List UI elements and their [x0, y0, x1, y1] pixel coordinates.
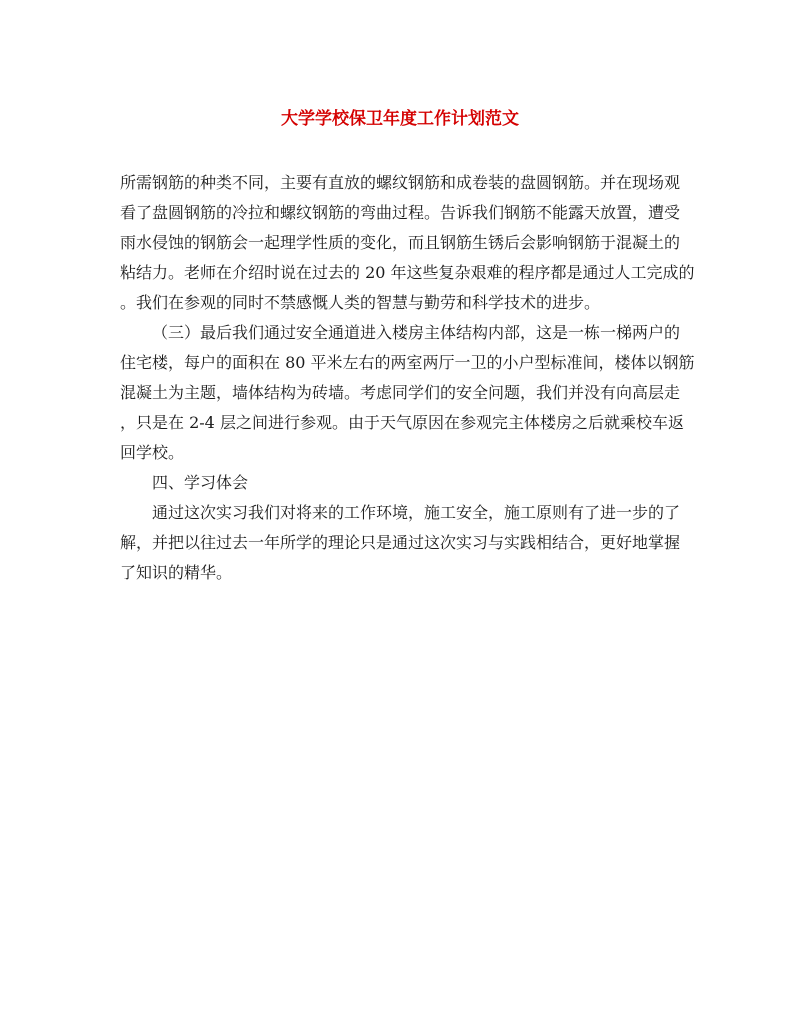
document-title: 大学学校保卫年度工作计划范文 — [281, 109, 519, 129]
body-line: 通过这次实习我们对将来的工作环境，施工安全，施工原则有了进一步的了 — [152, 503, 681, 522]
body-line: 所需钢筋的种类不同，主要有直放的螺纹钢筋和成卷装的盘圆钢筋。并在现场观 — [120, 173, 681, 192]
body-line: 。我们在参观的同时不禁感慨人类的智慧与勤劳和科学技术的进步。 — [120, 293, 601, 312]
document-body — [120, 168, 695, 588]
section-heading: 四、学习体会 — [152, 473, 249, 492]
body-line: ，只是在 2-4 层之间进行参观。由于天气原因在参观完主体楼房之后就乘校车返 — [120, 413, 684, 432]
body-line: 雨水侵蚀的钢筋会一起理学性质的变化，而且钢筋生锈后会影响钢筋于混凝土的 — [120, 233, 681, 252]
body-line: 粘结力。老师在介绍时说在过去的 20 年这些复杂艰难的程序都是通过人工完成的 — [120, 263, 695, 282]
body-line: 混凝土为主题，墙体结构为砖墙。考虑同学们的安全问题，我们并没有向高层走 — [120, 383, 681, 402]
body-line: （三）最后我们通过安全通道进入楼房主体结构内部，这是一栋一梯两户的 — [152, 323, 681, 342]
body-line: 了知识的精华。 — [120, 563, 233, 582]
body-line: 回学校。 — [120, 443, 185, 462]
body-line: 解，并把以往过去一年所学的理论只是通过这次实习与实践相结合，更好地掌握 — [120, 533, 681, 552]
body-line: 住宅楼，每户的面积在 80 平米左右的两室两厅一卫的小户型标准间，楼体以钢筋 — [120, 353, 695, 372]
body-line: 看了盘圆钢筋的冷拉和螺纹钢筋的弯曲过程。告诉我们钢筋不能露天放置，遭受 — [120, 203, 681, 222]
